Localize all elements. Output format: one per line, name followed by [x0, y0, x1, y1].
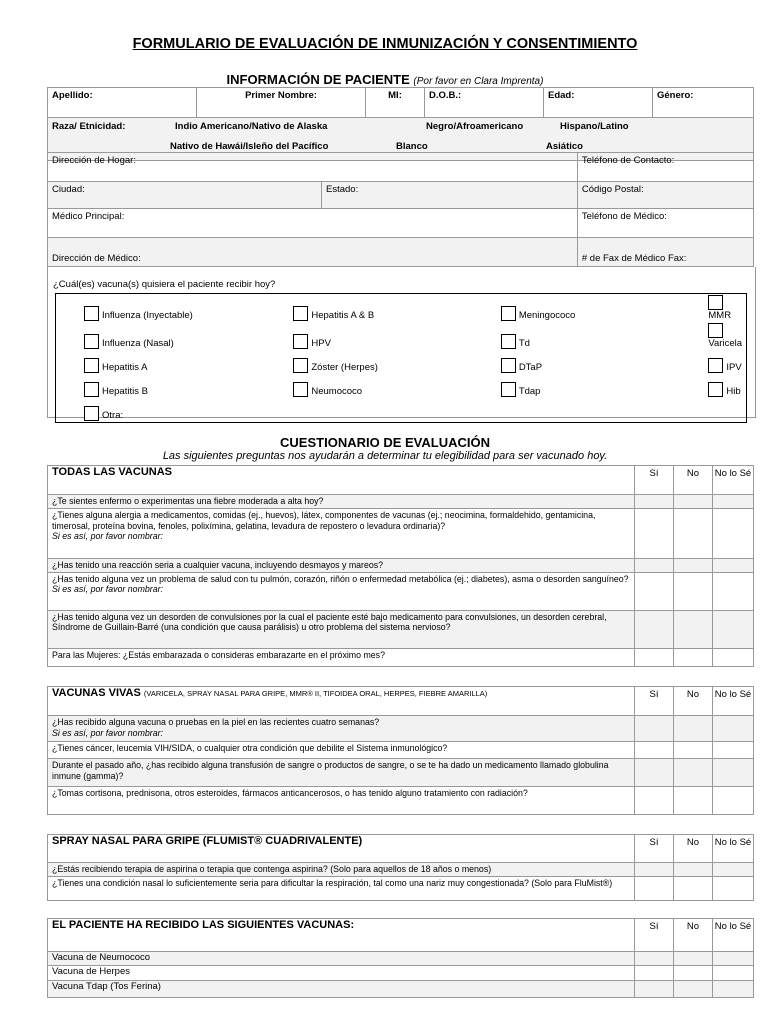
answer-si[interactable]: [635, 648, 674, 666]
vaccine-label: Zóster (Herpes): [311, 362, 378, 373]
patient-info-heading: [0, 72, 770, 87]
vaccine-option[interactable]: [56, 294, 266, 323]
vaccine-option-otra[interactable]: [56, 398, 747, 423]
answer-nose[interactable]: [713, 876, 754, 900]
raza-option-hispano[interactable]: Hispano/Latino: [560, 121, 629, 132]
raza-label: Raza/ Etnicidad:: [52, 121, 126, 132]
checkbox-icon[interactable]: [708, 295, 723, 310]
section-title-text: VACUNAS VIVAS: [52, 687, 141, 699]
col-nose: No lo Sé: [713, 466, 754, 495]
section-title: EL PACIENTE HA RECIBIDO LAS SIGUIENTES VACUNAS:: [48, 919, 635, 952]
answer-si[interactable]: [635, 559, 674, 573]
checkbox-icon[interactable]: [501, 382, 516, 397]
question: ¿Tomas cortisona, prednisona, otros esteroides, fármacos anticancerosos, o has tenido alguno tratamiento con radiación?: [48, 787, 635, 815]
vaccine-option[interactable]: [473, 350, 681, 374]
answer-si[interactable]: [635, 965, 674, 980]
answer-nose[interactable]: [713, 572, 754, 610]
vaccine-option[interactable]: [680, 322, 746, 350]
col-nose: No lo Sé: [713, 835, 754, 863]
checkbox-icon[interactable]: [84, 334, 99, 349]
question-text: ¿Has recibido alguna vacuna o pruebas en la piel en las recientes cuatro semanas?: [52, 717, 380, 727]
vaccine-option[interactable]: [265, 322, 472, 350]
vaccine-label: Varicela: [708, 338, 742, 349]
question: ¿Estás recibiendo terapia de aspirina o terapia que contenga aspirina? (Solo para aquellos de 18 años o menos): [48, 863, 635, 877]
mi-field[interactable]: MI:: [366, 88, 425, 118]
medico-field[interactable]: Médico Principal:: [48, 209, 578, 238]
col-no: No: [674, 687, 713, 716]
answer-nose[interactable]: [713, 952, 754, 966]
answer-no[interactable]: [674, 980, 713, 997]
answer-si[interactable]: [635, 509, 674, 559]
answer-nose[interactable]: [713, 648, 754, 666]
col-nose: No lo Sé: [713, 919, 754, 952]
question: [48, 509, 635, 559]
answer-nose[interactable]: [713, 863, 754, 877]
vaccine-label: Hib: [726, 386, 741, 397]
vaccine-label: Hepatitis A: [102, 362, 148, 373]
raza-option-indio[interactable]: Indio Americano/Nativo de Alaska: [175, 121, 328, 132]
question: Durante el pasado año, ¿has recibido alguna transfusión de sangre o productos de sangre, o se te ha dado un medicamento llamado globulina inmune (gamma)?: [48, 759, 635, 787]
question: ¿Tienes una condición nasal lo suficientemente seria para dificultar la respiración, tal como una nariz muy congestionada? (Solo para FluMist®): [48, 876, 635, 900]
col-no: No: [674, 919, 713, 952]
answer-si[interactable]: [635, 952, 674, 966]
vaccine-label: Influenza (Inyectable): [102, 310, 193, 321]
raza-option-asiatico[interactable]: Asiático: [546, 141, 583, 152]
answer-no[interactable]: [674, 759, 713, 787]
question: Para las Mujeres: ¿Estás embarazada o consideras embarazarte en el próximo mes?: [48, 648, 635, 666]
vaccine-option[interactable]: [56, 322, 266, 350]
answer-si[interactable]: [635, 876, 674, 900]
checkbox-icon[interactable]: [501, 334, 516, 349]
vaccine-option[interactable]: [265, 374, 472, 398]
question: ¿Has tenido alguna vez un desorden de convulsiones por la cual el paciente esté bajo medicamento para convulsiones, un desorden cerebral, Síndrome de Guillain-Barré (una condición que causa parálisis) u otro problema del sistema nervioso?: [48, 610, 635, 648]
checkbox-icon[interactable]: [708, 382, 723, 397]
vaccine-label: Hepatitis B: [102, 386, 148, 397]
answer-nose[interactable]: [713, 509, 754, 559]
questionnaire-subheading: Las siguientes preguntas nos ayudarán a determinar tu elegibilidad para ser vacunado hoy.: [162, 450, 608, 462]
answer-no[interactable]: [674, 876, 713, 900]
col-si: Sí: [635, 835, 674, 863]
vaccine-label: Influenza (Nasal): [102, 338, 174, 349]
patient-info-table: [47, 87, 754, 161]
vaccine-option[interactable]: [56, 350, 266, 374]
question-text: ¿Has tenido alguna vez un problema de salud con tu pulmón, corazón, riñón o enfermedad metabólica (ej.; diabetes), asma o desorden sanguíneo?: [52, 573, 629, 584]
checkbox-icon[interactable]: [84, 306, 99, 321]
vaccine-option[interactable]: [680, 294, 746, 323]
vaccine-label: DTaP: [518, 362, 543, 373]
codigo-postal-field[interactable]: Código Postal:: [577, 182, 753, 209]
telefono-medico-field[interactable]: Teléfono de Médico:: [577, 209, 753, 238]
checkbox-icon[interactable]: [84, 406, 99, 421]
vaccine-label: HPV: [311, 338, 331, 349]
answer-si[interactable]: [635, 716, 674, 742]
section-title: SPRAY NASAL PARA GRIPE (FLUMIST® CUADRIVALENTE): [48, 835, 635, 863]
answer-nose[interactable]: [713, 742, 754, 759]
patient-info-heading-text: INFORMACIÓN DE PACIENTE: [226, 72, 410, 87]
vaccine-grid: [55, 293, 747, 423]
col-no: No: [674, 835, 713, 863]
vaccine-option[interactable]: [265, 294, 472, 323]
ciudad-field[interactable]: Ciudad:: [48, 182, 322, 209]
vaccine-label: Hepatitis A & B: [311, 310, 375, 321]
answer-si[interactable]: [635, 610, 674, 648]
estado-field[interactable]: Estado:: [322, 182, 578, 209]
col-si: Sí: [635, 466, 674, 495]
section-todas: [47, 465, 754, 667]
question-note: Si es así, por favor nombrar:: [52, 531, 163, 541]
answer-no[interactable]: [674, 648, 713, 666]
section-title: TODAS LAS VACUNAS: [48, 466, 635, 495]
vaccine-option[interactable]: [265, 350, 472, 374]
question: ¿Tienes cáncer, leucemia VIH/SIDA, o cualquier otra condición que debilite el Sistema inmunológico?: [48, 742, 635, 759]
question: Vacuna de Herpes: [48, 965, 635, 980]
direccion-medico-field[interactable]: Dirección de Médico:: [48, 238, 578, 267]
col-no: No: [674, 466, 713, 495]
genero-field[interactable]: Género:: [653, 88, 754, 118]
checkbox-icon[interactable]: [84, 382, 99, 397]
checkbox-icon[interactable]: [293, 334, 308, 349]
answer-si[interactable]: [635, 980, 674, 997]
answer-no[interactable]: [674, 965, 713, 980]
vaccine-question: ¿Cuál(es) vacuna(s) quisiera el paciente recibir hoy?: [53, 279, 276, 290]
vaccine-option[interactable]: [680, 374, 746, 398]
vaccine-label: Td: [518, 338, 530, 349]
question-note: Si es así, por favor nombrar:: [52, 727, 163, 738]
col-si: Sí: [635, 919, 674, 952]
fax-medico-field[interactable]: # de Fax de Médico Fax:: [577, 238, 753, 267]
vaccine-option[interactable]: [56, 374, 266, 398]
question: [48, 716, 635, 742]
raza-option-negro[interactable]: Negro/Afroamericano: [426, 121, 524, 132]
answer-no[interactable]: [674, 742, 713, 759]
answer-si[interactable]: [635, 495, 674, 509]
answer-nose[interactable]: [713, 495, 754, 509]
vaccine-label: IPV: [726, 362, 742, 373]
raza-option-blanco[interactable]: Blanco: [396, 141, 428, 152]
direccion-field[interactable]: Dirección de Hogar:: [48, 153, 578, 182]
answer-nose[interactable]: [713, 759, 754, 787]
col-nose: No lo Sé: [713, 687, 754, 716]
question-text: ¿Tienes alguna alergia a medicamentos, comidas (ej., huevos), látex, componentes de vacunas (ej.; neocimina, formaldehido, gentamicina, timerosal, proteína bovina, fenoles, polixímina, gelatina, levadura de repostero o levadura ordinaria)?: [52, 510, 596, 531]
answer-nose[interactable]: [713, 559, 754, 573]
section-recibido: [47, 918, 754, 998]
checkbox-icon[interactable]: [293, 382, 308, 397]
edad-field[interactable]: Edad:: [544, 88, 653, 118]
checkbox-icon[interactable]: [708, 358, 723, 373]
answer-si[interactable]: [635, 742, 674, 759]
vaccine-label: Neumococo: [311, 386, 363, 397]
vaccine-label: Tdap: [518, 386, 541, 397]
checkbox-icon[interactable]: [501, 306, 516, 321]
vaccine-label: Otra:: [102, 410, 124, 421]
vaccine-option[interactable]: [473, 374, 681, 398]
checkbox-icon[interactable]: [708, 323, 723, 338]
vaccine-label: MMR: [708, 310, 732, 321]
question: ¿Has tenido una reacción seria a cualquier vacuna, incluyendo desmayos y mareos?: [48, 559, 635, 573]
section-spray: [47, 834, 754, 901]
answer-si[interactable]: [635, 572, 674, 610]
answer-no[interactable]: [674, 863, 713, 877]
answer-no[interactable]: [674, 495, 713, 509]
answer-no[interactable]: [674, 572, 713, 610]
answer-no[interactable]: [674, 952, 713, 966]
section-vivas: [47, 686, 754, 815]
telefono-field[interactable]: Teléfono de Contacto:: [577, 153, 753, 182]
patient-info-heading-note: (Por favor en Clara Imprenta): [413, 76, 544, 87]
answer-si[interactable]: [635, 863, 674, 877]
checkbox-icon[interactable]: [84, 358, 99, 373]
question: [48, 572, 635, 610]
form-title: FORMULARIO DE EVALUACIÓN DE INMUNIZACIÓN Y CONSENTIMIENTO: [132, 36, 638, 52]
answer-no[interactable]: [674, 787, 713, 815]
question: Vacuna de Neumococo: [48, 952, 635, 966]
answer-nose[interactable]: [713, 965, 754, 980]
answer-si[interactable]: [635, 759, 674, 787]
answer-nose[interactable]: [713, 980, 754, 997]
answer-si[interactable]: [635, 787, 674, 815]
raza-option-hawai[interactable]: Nativo de Hawái/Isleño del Pacífico: [170, 141, 329, 152]
question: Vacuna Tdap (Tos Ferina): [48, 980, 635, 997]
answer-no[interactable]: [674, 610, 713, 648]
vaccine-label: Meningococo: [518, 310, 576, 321]
section-title: [48, 687, 635, 716]
question-note: Si es así, por favor nombrar:: [52, 584, 163, 594]
answer-no[interactable]: [674, 509, 713, 559]
question: ¿Te sientes enfermo o experimentas una fiebre moderada a alta hoy?: [48, 495, 635, 509]
checkbox-icon[interactable]: [501, 358, 516, 373]
vaccine-option[interactable]: [473, 294, 681, 323]
dob-field[interactable]: D.O.B.:: [425, 88, 544, 118]
answer-nose[interactable]: [713, 716, 754, 742]
answer-no[interactable]: [674, 716, 713, 742]
checkbox-icon[interactable]: [293, 358, 308, 373]
answer-no[interactable]: [674, 559, 713, 573]
address-table: [47, 152, 754, 267]
answer-nose[interactable]: [713, 610, 754, 648]
col-si: Sí: [635, 687, 674, 716]
section-title-note: (VARICELA, SPRAY NASAL PARA GRIPE, MMR® II, TIFOIDEA ORAL, HERPES, FIEBRE AMARILLA): [143, 689, 488, 698]
answer-nose[interactable]: [713, 787, 754, 815]
checkbox-icon[interactable]: [293, 306, 308, 321]
vaccine-option[interactable]: [473, 322, 681, 350]
questionnaire-heading: CUESTIONARIO DE EVALUACIÓN: [280, 435, 490, 450]
primer-nombre-field[interactable]: Primer Nombre:: [197, 88, 366, 118]
apellido-field[interactable]: Apellido:: [48, 88, 197, 118]
vaccine-option[interactable]: [680, 350, 746, 374]
